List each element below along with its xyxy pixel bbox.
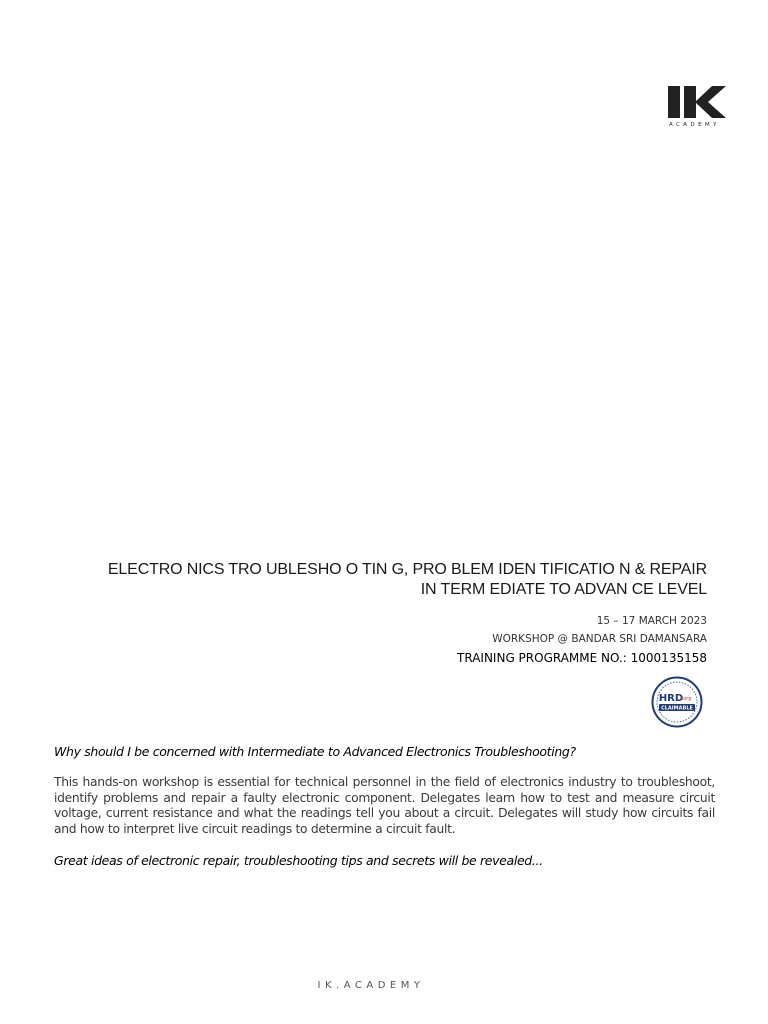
course-title: ELECTRO NICS TRO UBLESHO O TIN G, PRO BLEM IDEN TIFICATIO N & REPAIR — [107, 561, 707, 578]
course-level: IN TERM EDIATE TO ADVAN CE LEVEL — [420, 581, 707, 598]
ik-academy-logo — [668, 86, 726, 130]
logo-subtitle: ACADEMY — [669, 122, 720, 128]
intro-question: Why should I be concerned with Intermediate to Advanced Electronics Troubleshooting? — [54, 744, 576, 759]
description-paragraph: This hands-on workshop is essential for technical personnel in the field of electronics industry to troubleshoot, identify problems and repair a faulty electronic component. Delegates learn how to test and measure circuit voltage, current resistance and what the readings tell you about a circuit. Delegates will study how circuits fail and how to interpret live circuit readings to determine a circuit fault. — [54, 775, 715, 836]
course-venue: WORKSHOP @ BANDAR SRI DAMANSARA — [492, 633, 707, 645]
hrd-corp-claimable-badge-icon — [651, 676, 703, 728]
course-date: 15 – 17 MARCH 2023 — [596, 615, 707, 627]
badge-subtext: CLAIMABLE — [661, 705, 693, 712]
ik-logo-icon — [668, 86, 726, 118]
training-programme-number: TRAINING PROGRAMME NO.: 1000135158 — [457, 651, 707, 665]
closing-tagline: Great ideas of electronic repair, troubleshooting tips and secrets will be revealed... — [54, 853, 543, 868]
title-block — [60, 560, 707, 668]
footer-brand: IK.ACADEMY — [317, 980, 425, 991]
badge-text: HRD — [658, 693, 684, 704]
svg-text:corp: corp — [680, 696, 692, 702]
course-description — [54, 744, 715, 868]
